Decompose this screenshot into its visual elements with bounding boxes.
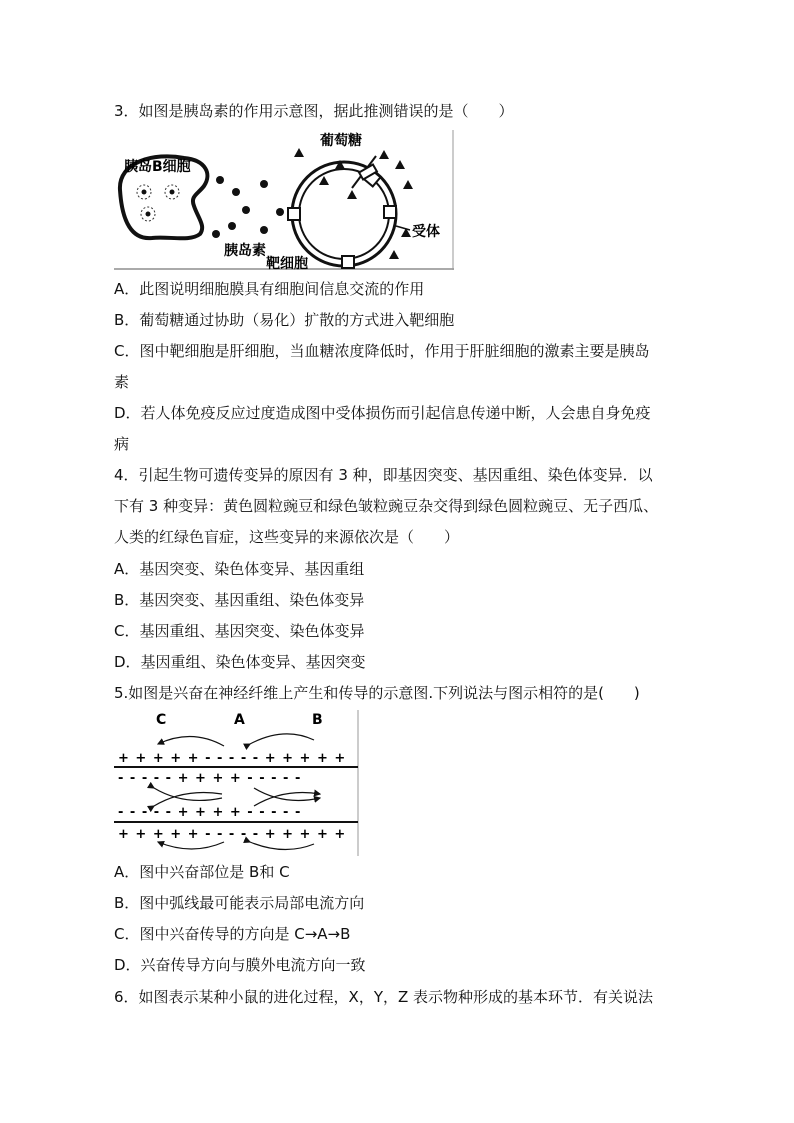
charge-row-2: - - - - - + + + + - - - - - — [118, 771, 302, 786]
charge-row-1: + + + + + - - - - - + + + + + — [118, 751, 347, 766]
insulin-figure — [114, 130, 454, 270]
label-a: A — [234, 712, 245, 728]
nerve-fiber-figure — [114, 710, 360, 856]
q5-option-d: D．兴奋传导方向与膜外电流方向一致 — [114, 956, 366, 974]
q3-option-d-cont: 病 — [114, 435, 130, 453]
charge-row-3: - - - - - + + + + - - - - - — [118, 805, 302, 820]
q3-stem: 3．如图是胰岛素的作用示意图，据此推测错误的是（ ） — [114, 102, 514, 120]
q4-option-d: D．基因重组、染色体变异、基因突变 — [114, 653, 366, 671]
q4-stem-line3: 人类的红绿色盲症，这些变异的来源依次是（ ） — [114, 528, 460, 546]
q3-option-c: C．图中靶细胞是肝细胞，当血糖浓度降低时，作用于肝脏细胞的激素主要是胰岛 — [114, 342, 650, 360]
q3-option-d: D．若人体免疫反应过度造成图中受体损伤而引起信息传递中断，人会患自身免疫 — [114, 404, 651, 422]
label-b: B — [312, 712, 323, 728]
q5-option-c: C．图中兴奋传导的方向是 C→A→B — [114, 925, 351, 943]
q5-option-b: B．图中弧线最可能表示局部电流方向 — [114, 894, 365, 912]
label-c: C — [156, 712, 167, 728]
q5-option-a: A．图中兴奋部位是 B和 C — [114, 863, 290, 881]
target-label: 靶细胞 — [266, 256, 308, 270]
q6-stem: 6．如图表示某种小鼠的进化过程，X，Y，Z 表示物种形成的基本环节．有关说法 — [114, 988, 654, 1006]
receptor-label: 受体 — [412, 224, 440, 240]
q3-option-c-cont: 素 — [114, 373, 130, 391]
q3-option-b: B．葡萄糖通过协助（易化）扩散的方式进入靶细胞 — [114, 311, 455, 329]
q4-stem-line2: 下有 3 种变异：黄色圆粒豌豆和绿色皱粒豌豆杂交得到绿色圆粒豌豆、无子西瓜、 — [114, 497, 659, 515]
q4-option-c: C．基因重组、基因突变、染色体变异 — [114, 622, 365, 640]
q4-option-b: B．基因突变、基因重组、染色体变异 — [114, 591, 365, 609]
q4-option-a: A．基因突变、染色体变异、基因重组 — [114, 560, 365, 578]
q4-stem-line1: 4．引起生物可遗传变异的原因有 3 种，即基因突变、基因重组、染色体变异．以 — [114, 466, 653, 484]
insulin-label: 胰岛素 — [224, 243, 266, 259]
charge-row-4: + + + + + - - - - - + + + + + — [118, 827, 347, 842]
q3-option-a: A．此图说明细胞膜具有细胞间信息交流的作用 — [114, 280, 425, 298]
cell-b-label: 胰岛B细胞 — [124, 159, 191, 175]
glucose-label: 葡萄糖 — [320, 133, 362, 149]
q5-stem: 5.如图是兴奋在神经纤维上产生和传导的示意图.下列说法与图示相符的是( ) — [114, 684, 640, 702]
